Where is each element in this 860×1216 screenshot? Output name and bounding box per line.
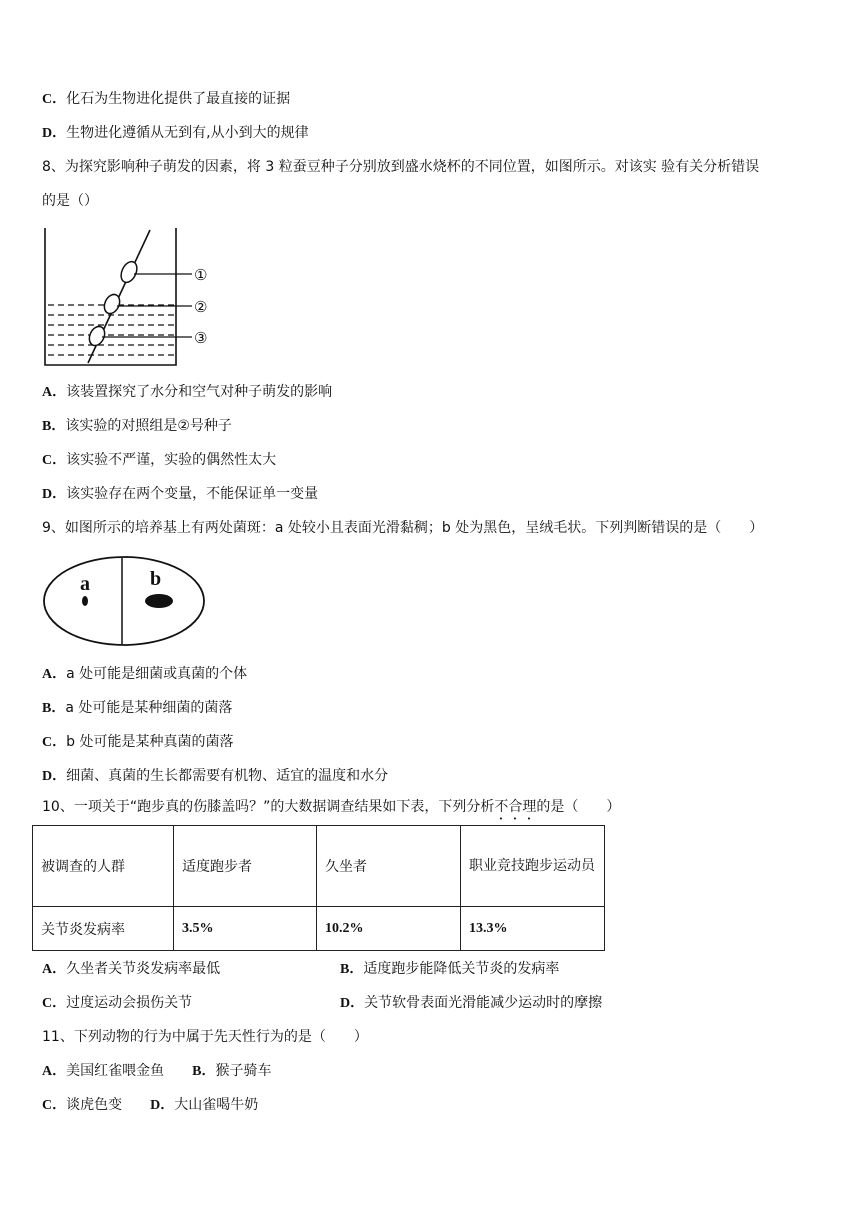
option-text: a 处可能是某种细菌的菌落 [65, 700, 233, 716]
option-letter: C． [42, 453, 67, 468]
option-text: 久坐者关节炎发病率最低 [66, 961, 221, 977]
q9-stem: 9、如图所示的培养基上有两处菌斑：a 处较小且表面光滑黏稠；b 处为黑色，呈绒毛状。下列判断错误的是（ ） [42, 520, 764, 536]
table-cell: 关节炎发病率 [33, 907, 174, 951]
label-a: a [80, 573, 90, 595]
option-text: 关节软骨表面光滑能减少运动时的摩擦 [364, 995, 603, 1011]
option-text: b 处可能是某种真菌的菌落 [66, 734, 234, 750]
q9-option-c [42, 732, 233, 753]
q7-option-c [42, 89, 290, 110]
option-text: 细菌、真菌的生长都需要有机物、适宜的温度和水分 [66, 768, 389, 784]
q10-data-table [32, 825, 605, 951]
option-letter: C． [42, 735, 67, 750]
q8-option-b [42, 416, 232, 437]
table-row [33, 907, 605, 951]
option-letter: D． [150, 1098, 175, 1113]
option-letter: C． [42, 1098, 67, 1113]
option-letter: A． [42, 667, 67, 682]
option-letter: D． [42, 126, 67, 141]
label-b: b [150, 568, 162, 590]
option-letter: C． [42, 996, 67, 1011]
q9-petri-dish-figure [40, 555, 210, 650]
option-text: 过度运动会损伤关节 [66, 995, 193, 1011]
option-letter: A． [42, 385, 67, 400]
option-letter: A． [42, 962, 67, 977]
q8-option-a [42, 382, 332, 403]
q10-stem [42, 797, 620, 823]
label-3: ③ [194, 329, 208, 347]
q10-option-b [340, 959, 559, 980]
table-cell: 被调查的人群 [33, 826, 174, 907]
table-cell: 10.2% [317, 907, 461, 951]
label-1: ① [194, 266, 208, 284]
q8-beaker-figure [40, 225, 220, 370]
q8-option-c [42, 450, 276, 471]
q8-option-d [42, 484, 318, 505]
option-text: 该装置探究了水分和空气对种子萌发的影响 [66, 384, 333, 400]
option-text: 生物进化遵循从无到有,从小到大的规律 [66, 125, 309, 141]
table-cell: 久坐者 [317, 826, 461, 907]
option-text: 谈虎色变 [66, 1097, 123, 1113]
option-letter: D． [42, 487, 67, 502]
colony-b [145, 594, 173, 608]
q10-option-a [42, 959, 220, 980]
stem-emphasis: 不合理 [494, 799, 537, 815]
option-text: 该实验存在两个变量，不能保证单一变量 [66, 486, 319, 502]
q10-option-d [340, 993, 602, 1014]
option-text: 猴子骑车 [215, 1063, 272, 1079]
q8-stem-line1: 8、为探究影响种子萌发的因素，将 3 粒蚕豆种子分别放到盛水烧杯的不同位置，如图所示。对该实 验有关分析错误 [42, 159, 760, 175]
q9-option-d [42, 766, 388, 787]
petri-dish-outline [44, 557, 204, 645]
option-letter: B． [340, 962, 364, 977]
option-text: 该实验的对照组是②号种子 [65, 418, 232, 434]
stem-text-end: 的是（ ） [536, 799, 621, 815]
table-header-row [33, 826, 605, 907]
option-text: 化石为生物进化提供了最直接的证据 [66, 91, 291, 107]
option-letter: B． [42, 701, 66, 716]
seed-1 [118, 259, 140, 285]
option-letter: B． [192, 1064, 216, 1079]
q8-stem-line2: 的是（） [42, 193, 98, 209]
table-cell: 适度跑步者 [174, 826, 317, 907]
option-letter: D． [42, 769, 67, 784]
table-cell: 职业竞技跑步运动员 [461, 826, 605, 907]
q9-option-a [42, 664, 247, 685]
table-cell: 3.5% [174, 907, 317, 951]
option-letter: D． [340, 996, 365, 1011]
option-text: 该实验不严谨，实验的偶然性太大 [66, 452, 277, 468]
table-cell: 13.3% [461, 907, 605, 951]
option-letter: B． [42, 419, 66, 434]
option-text: a 处可能是细菌或真菌的个体 [66, 666, 248, 682]
q11-options-row2 [42, 1095, 258, 1116]
q11-options-row1 [42, 1061, 271, 1082]
q10-option-c [42, 993, 192, 1014]
label-2: ② [194, 298, 208, 316]
option-letter: C． [42, 92, 67, 107]
option-letter: A． [42, 1064, 67, 1079]
colony-a [82, 596, 88, 606]
q9-option-b [42, 698, 232, 719]
option-text: 大山雀喝牛奶 [174, 1097, 259, 1113]
option-text: 适度跑步能降低关节炎的发病率 [363, 961, 560, 977]
q7-option-d [42, 123, 309, 144]
option-text: 美国红雀喂金鱼 [66, 1063, 165, 1079]
q11-stem: 11、下列动物的行为中属于先天性行为的是（ ） [42, 1029, 368, 1045]
stem-text: 10、一项关于“跑步真的伤膝盖吗？”的大数据调查结果如下表，下列分析 [42, 799, 495, 815]
